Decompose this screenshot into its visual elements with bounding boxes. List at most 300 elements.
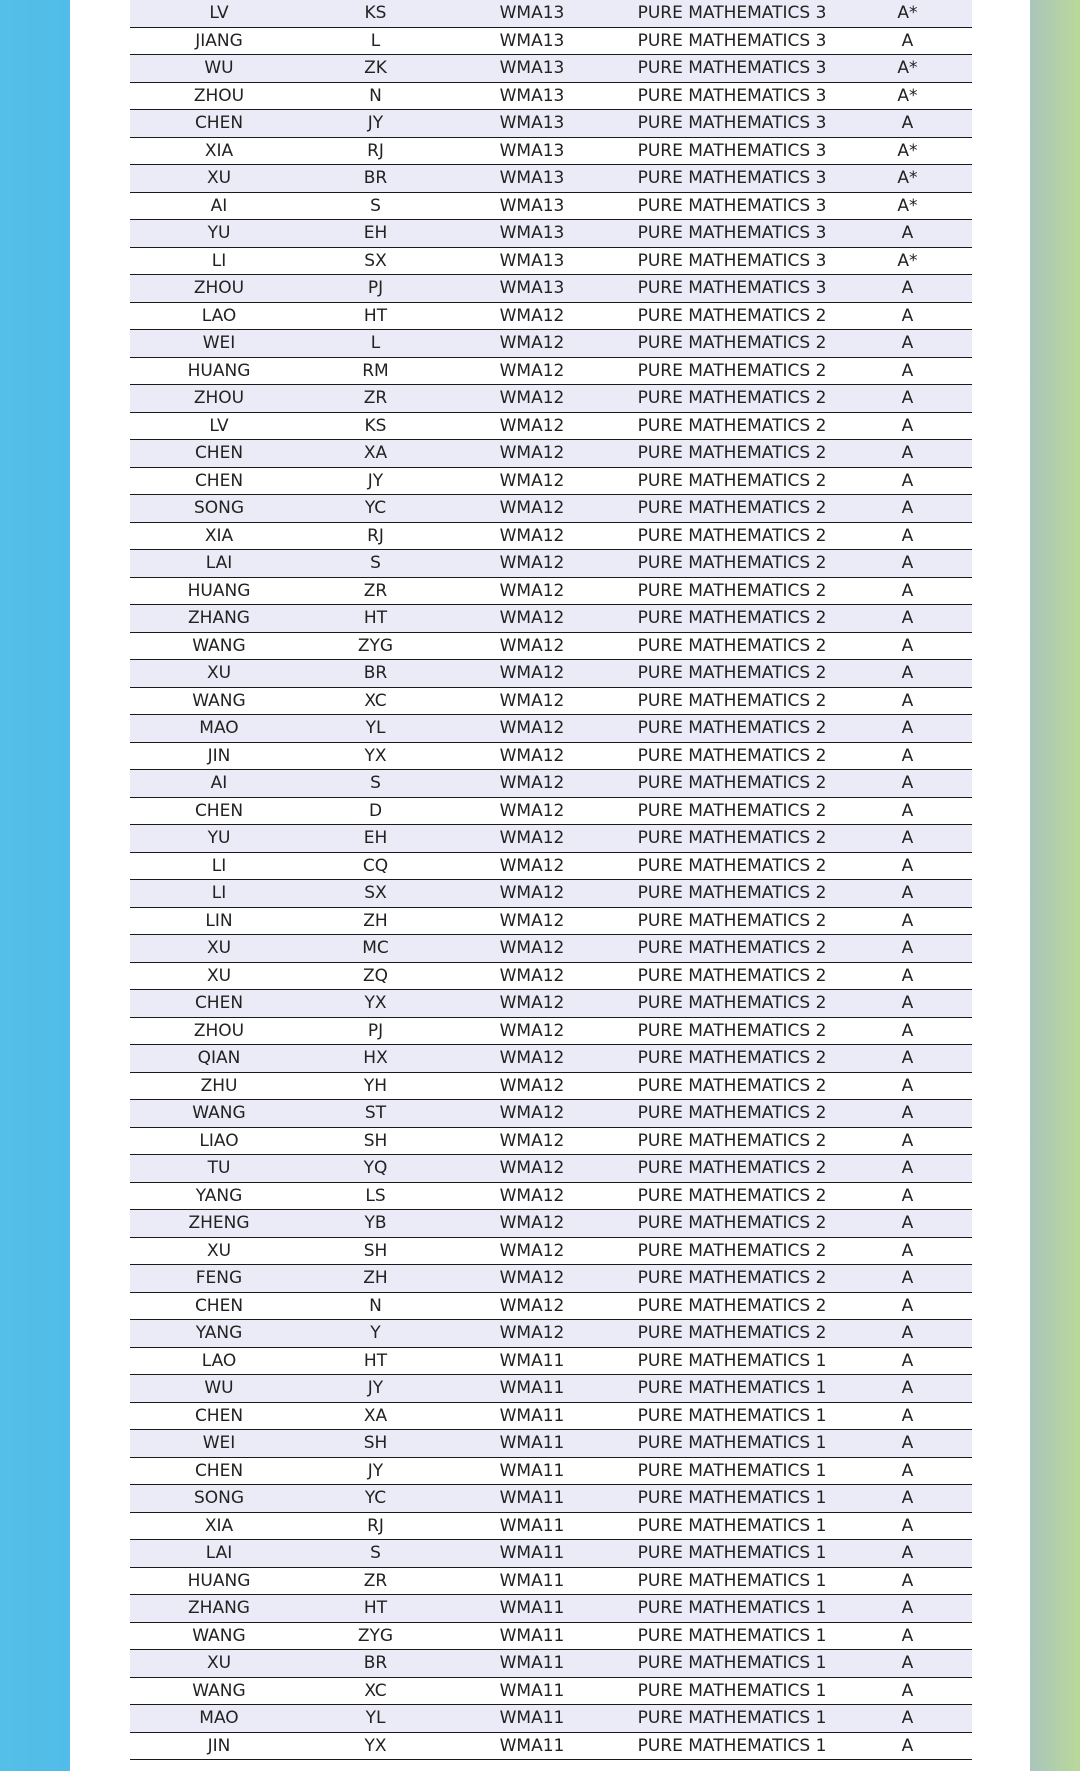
- surname-cell: SONG: [130, 1485, 308, 1513]
- subject-cell: PURE MATHEMATICS 1: [621, 1375, 843, 1403]
- table-row: [130, 990, 972, 1018]
- initials-cell: ST: [308, 1100, 443, 1128]
- initials-cell: YH: [308, 1072, 443, 1100]
- table-row: [130, 27, 972, 55]
- unit-code-cell: WMA12: [443, 302, 621, 330]
- surname-cell: CHEN: [130, 440, 308, 468]
- initials-cell: ZR: [308, 577, 443, 605]
- table-row: [130, 1375, 972, 1403]
- table-row: [130, 742, 972, 770]
- table-row: [130, 1045, 972, 1073]
- surname-cell: LAI: [130, 1540, 308, 1568]
- grade-cell: A: [843, 27, 972, 55]
- table-row: [130, 880, 972, 908]
- unit-code-cell: WMA12: [443, 1045, 621, 1073]
- unit-code-cell: WMA12: [443, 1072, 621, 1100]
- unit-code-cell: WMA11: [443, 1567, 621, 1595]
- table-row: [130, 412, 972, 440]
- grade-cell: A: [843, 467, 972, 495]
- initials-cell: KS: [308, 0, 443, 27]
- grade-cell: A: [843, 275, 972, 303]
- initials-cell: JY: [308, 110, 443, 138]
- surname-cell: ZHENG: [130, 1210, 308, 1238]
- surname-cell: XU: [130, 962, 308, 990]
- unit-code-cell: WMA12: [443, 632, 621, 660]
- initials-cell: RJ: [308, 1512, 443, 1540]
- grade-cell: A: [843, 797, 972, 825]
- grade-cell: A: [843, 1650, 972, 1678]
- subject-cell: PURE MATHEMATICS 2: [621, 1072, 843, 1100]
- table-row: [130, 1072, 972, 1100]
- table-row: [130, 605, 972, 633]
- unit-code-cell: WMA12: [443, 715, 621, 743]
- table-row: [130, 1402, 972, 1430]
- initials-cell: ZK: [308, 55, 443, 83]
- subject-cell: PURE MATHEMATICS 3: [621, 220, 843, 248]
- initials-cell: YB: [308, 1210, 443, 1238]
- grade-cell: A: [843, 962, 972, 990]
- table-row: [130, 687, 972, 715]
- surname-cell: LV: [130, 412, 308, 440]
- grade-cell: A: [843, 1595, 972, 1623]
- initials-cell: BR: [308, 165, 443, 193]
- subject-cell: PURE MATHEMATICS 2: [621, 962, 843, 990]
- subject-cell: PURE MATHEMATICS 2: [621, 715, 843, 743]
- unit-code-cell: WMA12: [443, 1265, 621, 1293]
- subject-cell: PURE MATHEMATICS 2: [621, 1265, 843, 1293]
- grade-cell: A: [843, 1485, 972, 1513]
- table-row: [130, 220, 972, 248]
- subject-cell: PURE MATHEMATICS 1: [621, 1705, 843, 1733]
- unit-code-cell: WMA11: [443, 1430, 621, 1458]
- grade-cell: A: [843, 907, 972, 935]
- unit-code-cell: WMA11: [443, 1402, 621, 1430]
- surname-cell: MAO: [130, 715, 308, 743]
- grade-cell: A: [843, 1622, 972, 1650]
- grade-cell: A*: [843, 82, 972, 110]
- subject-cell: PURE MATHEMATICS 2: [621, 742, 843, 770]
- subject-cell: PURE MATHEMATICS 1: [621, 1402, 843, 1430]
- subject-cell: PURE MATHEMATICS 2: [621, 302, 843, 330]
- subject-cell: PURE MATHEMATICS 3: [621, 165, 843, 193]
- subject-cell: PURE MATHEMATICS 2: [621, 1017, 843, 1045]
- surname-cell: HUANG: [130, 357, 308, 385]
- surname-cell: LIN: [130, 907, 308, 935]
- surname-cell: LAO: [130, 302, 308, 330]
- grade-cell: A: [843, 1182, 972, 1210]
- surname-cell: CHEN: [130, 1457, 308, 1485]
- grade-cell: A: [843, 825, 972, 853]
- unit-code-cell: WMA12: [443, 797, 621, 825]
- subject-cell: PURE MATHEMATICS 2: [621, 1210, 843, 1238]
- subject-cell: PURE MATHEMATICS 3: [621, 27, 843, 55]
- table-row: [130, 1595, 972, 1623]
- unit-code-cell: WMA12: [443, 935, 621, 963]
- initials-cell: BR: [308, 1650, 443, 1678]
- initials-cell: HT: [308, 1347, 443, 1375]
- grade-cell: A: [843, 1292, 972, 1320]
- surname-cell: MAO: [130, 1705, 308, 1733]
- initials-cell: Y: [308, 1320, 443, 1348]
- unit-code-cell: WMA13: [443, 275, 621, 303]
- initials-cell: N: [308, 82, 443, 110]
- subject-cell: PURE MATHEMATICS 2: [621, 1292, 843, 1320]
- subject-cell: PURE MATHEMATICS 1: [621, 1512, 843, 1540]
- initials-cell: ZR: [308, 385, 443, 413]
- subject-cell: PURE MATHEMATICS 2: [621, 880, 843, 908]
- grade-cell: A: [843, 880, 972, 908]
- grade-cell: A: [843, 1677, 972, 1705]
- unit-code-cell: WMA12: [443, 852, 621, 880]
- grade-cell: A*: [843, 192, 972, 220]
- unit-code-cell: WMA12: [443, 1155, 621, 1183]
- table-row: [130, 440, 972, 468]
- grade-cell: A: [843, 495, 972, 523]
- table-row: [130, 935, 972, 963]
- unit-code-cell: WMA12: [443, 412, 621, 440]
- subject-cell: PURE MATHEMATICS 2: [621, 1182, 843, 1210]
- subject-cell: PURE MATHEMATICS 3: [621, 275, 843, 303]
- subject-cell: PURE MATHEMATICS 2: [621, 907, 843, 935]
- subject-cell: PURE MATHEMATICS 2: [621, 550, 843, 578]
- table-row: [130, 1155, 972, 1183]
- unit-code-cell: WMA11: [443, 1485, 621, 1513]
- initials-cell: PJ: [308, 275, 443, 303]
- unit-code-cell: WMA12: [443, 522, 621, 550]
- grade-cell: A: [843, 687, 972, 715]
- subject-cell: PURE MATHEMATICS 1: [621, 1485, 843, 1513]
- subject-cell: PURE MATHEMATICS 2: [621, 495, 843, 523]
- unit-code-cell: WMA13: [443, 0, 621, 27]
- unit-code-cell: WMA12: [443, 605, 621, 633]
- results-table-body: [130, 0, 972, 1760]
- initials-cell: EH: [308, 825, 443, 853]
- unit-code-cell: WMA13: [443, 165, 621, 193]
- initials-cell: RJ: [308, 137, 443, 165]
- grade-cell: A: [843, 632, 972, 660]
- surname-cell: XIA: [130, 1512, 308, 1540]
- grade-cell: A: [843, 385, 972, 413]
- subject-cell: PURE MATHEMATICS 2: [621, 1155, 843, 1183]
- table-row: [130, 1540, 972, 1568]
- unit-code-cell: WMA12: [443, 907, 621, 935]
- subject-cell: PURE MATHEMATICS 3: [621, 82, 843, 110]
- table-row: [130, 1430, 972, 1458]
- table-row: [130, 962, 972, 990]
- grade-cell: A: [843, 1457, 972, 1485]
- surname-cell: QIAN: [130, 1045, 308, 1073]
- unit-code-cell: WMA12: [443, 357, 621, 385]
- surname-cell: AI: [130, 192, 308, 220]
- surname-cell: XIA: [130, 137, 308, 165]
- initials-cell: SX: [308, 247, 443, 275]
- table-row: [130, 302, 972, 330]
- table-row: [130, 1457, 972, 1485]
- grade-cell: A: [843, 1100, 972, 1128]
- grade-cell: A: [843, 770, 972, 798]
- table-row: [130, 1182, 972, 1210]
- surname-cell: JIN: [130, 742, 308, 770]
- initials-cell: ZH: [308, 1265, 443, 1293]
- table-row: [130, 632, 972, 660]
- subject-cell: PURE MATHEMATICS 2: [621, 1320, 843, 1348]
- subject-cell: PURE MATHEMATICS 1: [621, 1347, 843, 1375]
- surname-cell: XU: [130, 1650, 308, 1678]
- unit-code-cell: WMA12: [443, 467, 621, 495]
- subject-cell: PURE MATHEMATICS 2: [621, 687, 843, 715]
- initials-cell: RJ: [308, 522, 443, 550]
- unit-code-cell: WMA12: [443, 1182, 621, 1210]
- subject-cell: PURE MATHEMATICS 2: [621, 467, 843, 495]
- unit-code-cell: WMA12: [443, 1292, 621, 1320]
- grade-cell: A: [843, 742, 972, 770]
- subject-cell: PURE MATHEMATICS 2: [621, 935, 843, 963]
- unit-code-cell: WMA12: [443, 550, 621, 578]
- unit-code-cell: WMA12: [443, 742, 621, 770]
- grade-cell: A: [843, 1320, 972, 1348]
- grade-cell: A: [843, 1210, 972, 1238]
- grade-cell: A: [843, 715, 972, 743]
- grade-cell: A: [843, 1017, 972, 1045]
- surname-cell: YU: [130, 825, 308, 853]
- table-row: [130, 330, 972, 358]
- table-row: [130, 550, 972, 578]
- grade-cell: A: [843, 1237, 972, 1265]
- unit-code-cell: WMA12: [443, 1127, 621, 1155]
- initials-cell: CQ: [308, 852, 443, 880]
- surname-cell: YU: [130, 220, 308, 248]
- unit-code-cell: WMA12: [443, 1100, 621, 1128]
- table-row: [130, 1017, 972, 1045]
- surname-cell: ZHOU: [130, 1017, 308, 1045]
- unit-code-cell: WMA12: [443, 385, 621, 413]
- surname-cell: LI: [130, 247, 308, 275]
- unit-code-cell: WMA11: [443, 1732, 621, 1760]
- results-table: [130, 0, 972, 1760]
- subject-cell: PURE MATHEMATICS 2: [621, 412, 843, 440]
- unit-code-cell: WMA12: [443, 330, 621, 358]
- surname-cell: ZHOU: [130, 385, 308, 413]
- grade-cell: A: [843, 357, 972, 385]
- grade-cell: A: [843, 935, 972, 963]
- initials-cell: XA: [308, 440, 443, 468]
- unit-code-cell: WMA11: [443, 1705, 621, 1733]
- grade-cell: A: [843, 1540, 972, 1568]
- surname-cell: XU: [130, 935, 308, 963]
- table-row: [130, 385, 972, 413]
- table-row: [130, 1705, 972, 1733]
- table-row: [130, 0, 972, 27]
- table-row: [130, 1347, 972, 1375]
- grade-cell: A: [843, 302, 972, 330]
- initials-cell: N: [308, 1292, 443, 1320]
- grade-cell: A: [843, 1375, 972, 1403]
- initials-cell: XA: [308, 1402, 443, 1430]
- initials-cell: ZYG: [308, 1622, 443, 1650]
- table-row: [130, 467, 972, 495]
- unit-code-cell: WMA11: [443, 1347, 621, 1375]
- table-row: [130, 1677, 972, 1705]
- grade-cell: A: [843, 1072, 972, 1100]
- subject-cell: PURE MATHEMATICS 2: [621, 632, 843, 660]
- surname-cell: AI: [130, 770, 308, 798]
- surname-cell: WANG: [130, 687, 308, 715]
- initials-cell: XC: [308, 687, 443, 715]
- surname-cell: WEI: [130, 330, 308, 358]
- initials-cell: KS: [308, 412, 443, 440]
- table-row: [130, 192, 972, 220]
- subject-cell: PURE MATHEMATICS 3: [621, 55, 843, 83]
- unit-code-cell: WMA12: [443, 687, 621, 715]
- surname-cell: WANG: [130, 632, 308, 660]
- grade-cell: A*: [843, 165, 972, 193]
- unit-code-cell: WMA12: [443, 1017, 621, 1045]
- initials-cell: YC: [308, 1485, 443, 1513]
- grade-cell: A: [843, 1732, 972, 1760]
- initials-cell: BR: [308, 660, 443, 688]
- grade-cell: A: [843, 1567, 972, 1595]
- unit-code-cell: WMA11: [443, 1375, 621, 1403]
- initials-cell: YC: [308, 495, 443, 523]
- initials-cell: PJ: [308, 1017, 443, 1045]
- surname-cell: XU: [130, 1237, 308, 1265]
- subject-cell: PURE MATHEMATICS 1: [621, 1457, 843, 1485]
- surname-cell: WEI: [130, 1430, 308, 1458]
- initials-cell: S: [308, 770, 443, 798]
- subject-cell: PURE MATHEMATICS 3: [621, 0, 843, 27]
- unit-code-cell: WMA13: [443, 27, 621, 55]
- results-sheet: [70, 0, 1030, 1771]
- initials-cell: L: [308, 330, 443, 358]
- initials-cell: SH: [308, 1430, 443, 1458]
- grade-cell: A: [843, 1705, 972, 1733]
- grade-cell: A*: [843, 0, 972, 27]
- initials-cell: D: [308, 797, 443, 825]
- table-row: [130, 1732, 972, 1760]
- subject-cell: PURE MATHEMATICS 2: [621, 1237, 843, 1265]
- table-row: [130, 1100, 972, 1128]
- subject-cell: PURE MATHEMATICS 2: [621, 1127, 843, 1155]
- subject-cell: PURE MATHEMATICS 1: [621, 1732, 843, 1760]
- grade-cell: A: [843, 605, 972, 633]
- unit-code-cell: WMA11: [443, 1622, 621, 1650]
- subject-cell: PURE MATHEMATICS 1: [621, 1622, 843, 1650]
- surname-cell: JIN: [130, 1732, 308, 1760]
- subject-cell: PURE MATHEMATICS 2: [621, 1100, 843, 1128]
- subject-cell: PURE MATHEMATICS 2: [621, 797, 843, 825]
- grade-cell: A: [843, 412, 972, 440]
- table-row: [130, 137, 972, 165]
- table-row: [130, 165, 972, 193]
- initials-cell: S: [308, 192, 443, 220]
- subject-cell: PURE MATHEMATICS 3: [621, 110, 843, 138]
- grade-cell: A: [843, 1155, 972, 1183]
- table-row: [130, 82, 972, 110]
- table-row: [130, 797, 972, 825]
- surname-cell: CHEN: [130, 1402, 308, 1430]
- subject-cell: PURE MATHEMATICS 2: [621, 1045, 843, 1073]
- surname-cell: WU: [130, 1375, 308, 1403]
- unit-code-cell: WMA12: [443, 440, 621, 468]
- initials-cell: SH: [308, 1127, 443, 1155]
- unit-code-cell: WMA12: [443, 990, 621, 1018]
- grade-cell: A: [843, 1127, 972, 1155]
- unit-code-cell: WMA13: [443, 82, 621, 110]
- grade-cell: A: [843, 1045, 972, 1073]
- surname-cell: SONG: [130, 495, 308, 523]
- table-row: [130, 247, 972, 275]
- surname-cell: LI: [130, 880, 308, 908]
- grade-cell: A: [843, 440, 972, 468]
- table-row: [130, 1512, 972, 1540]
- unit-code-cell: WMA12: [443, 880, 621, 908]
- grade-cell: A: [843, 522, 972, 550]
- initials-cell: SH: [308, 1237, 443, 1265]
- table-row: [130, 1237, 972, 1265]
- subject-cell: PURE MATHEMATICS 2: [621, 660, 843, 688]
- table-row: [130, 715, 972, 743]
- initials-cell: JY: [308, 1457, 443, 1485]
- grade-cell: A: [843, 1512, 972, 1540]
- unit-code-cell: WMA12: [443, 825, 621, 853]
- subject-cell: PURE MATHEMATICS 3: [621, 192, 843, 220]
- subject-cell: PURE MATHEMATICS 2: [621, 852, 843, 880]
- surname-cell: YANG: [130, 1182, 308, 1210]
- initials-cell: YL: [308, 715, 443, 743]
- grade-cell: A*: [843, 247, 972, 275]
- table-row: [130, 852, 972, 880]
- surname-cell: LAO: [130, 1347, 308, 1375]
- grade-cell: A: [843, 1430, 972, 1458]
- subject-cell: PURE MATHEMATICS 1: [621, 1677, 843, 1705]
- surname-cell: WANG: [130, 1100, 308, 1128]
- surname-cell: XU: [130, 660, 308, 688]
- table-row: [130, 55, 972, 83]
- subject-cell: PURE MATHEMATICS 2: [621, 605, 843, 633]
- surname-cell: CHEN: [130, 1292, 308, 1320]
- table-row: [130, 275, 972, 303]
- initials-cell: SX: [308, 880, 443, 908]
- surname-cell: ZHANG: [130, 1595, 308, 1623]
- grade-cell: A: [843, 852, 972, 880]
- surname-cell: CHEN: [130, 797, 308, 825]
- unit-code-cell: WMA12: [443, 770, 621, 798]
- table-row: [130, 660, 972, 688]
- surname-cell: ZHANG: [130, 605, 308, 633]
- grade-cell: A: [843, 330, 972, 358]
- subject-cell: PURE MATHEMATICS 1: [621, 1595, 843, 1623]
- unit-code-cell: WMA13: [443, 55, 621, 83]
- surname-cell: TU: [130, 1155, 308, 1183]
- table-row: [130, 1567, 972, 1595]
- surname-cell: LAI: [130, 550, 308, 578]
- initials-cell: YQ: [308, 1155, 443, 1183]
- surname-cell: WANG: [130, 1622, 308, 1650]
- initials-cell: ZYG: [308, 632, 443, 660]
- unit-code-cell: WMA11: [443, 1512, 621, 1540]
- unit-code-cell: WMA13: [443, 247, 621, 275]
- table-row: [130, 110, 972, 138]
- table-row: [130, 577, 972, 605]
- table-row: [130, 357, 972, 385]
- subject-cell: PURE MATHEMATICS 2: [621, 357, 843, 385]
- subject-cell: PURE MATHEMATICS 2: [621, 440, 843, 468]
- initials-cell: YX: [308, 742, 443, 770]
- initials-cell: S: [308, 550, 443, 578]
- surname-cell: LI: [130, 852, 308, 880]
- table-row: [130, 1210, 972, 1238]
- unit-code-cell: WMA12: [443, 577, 621, 605]
